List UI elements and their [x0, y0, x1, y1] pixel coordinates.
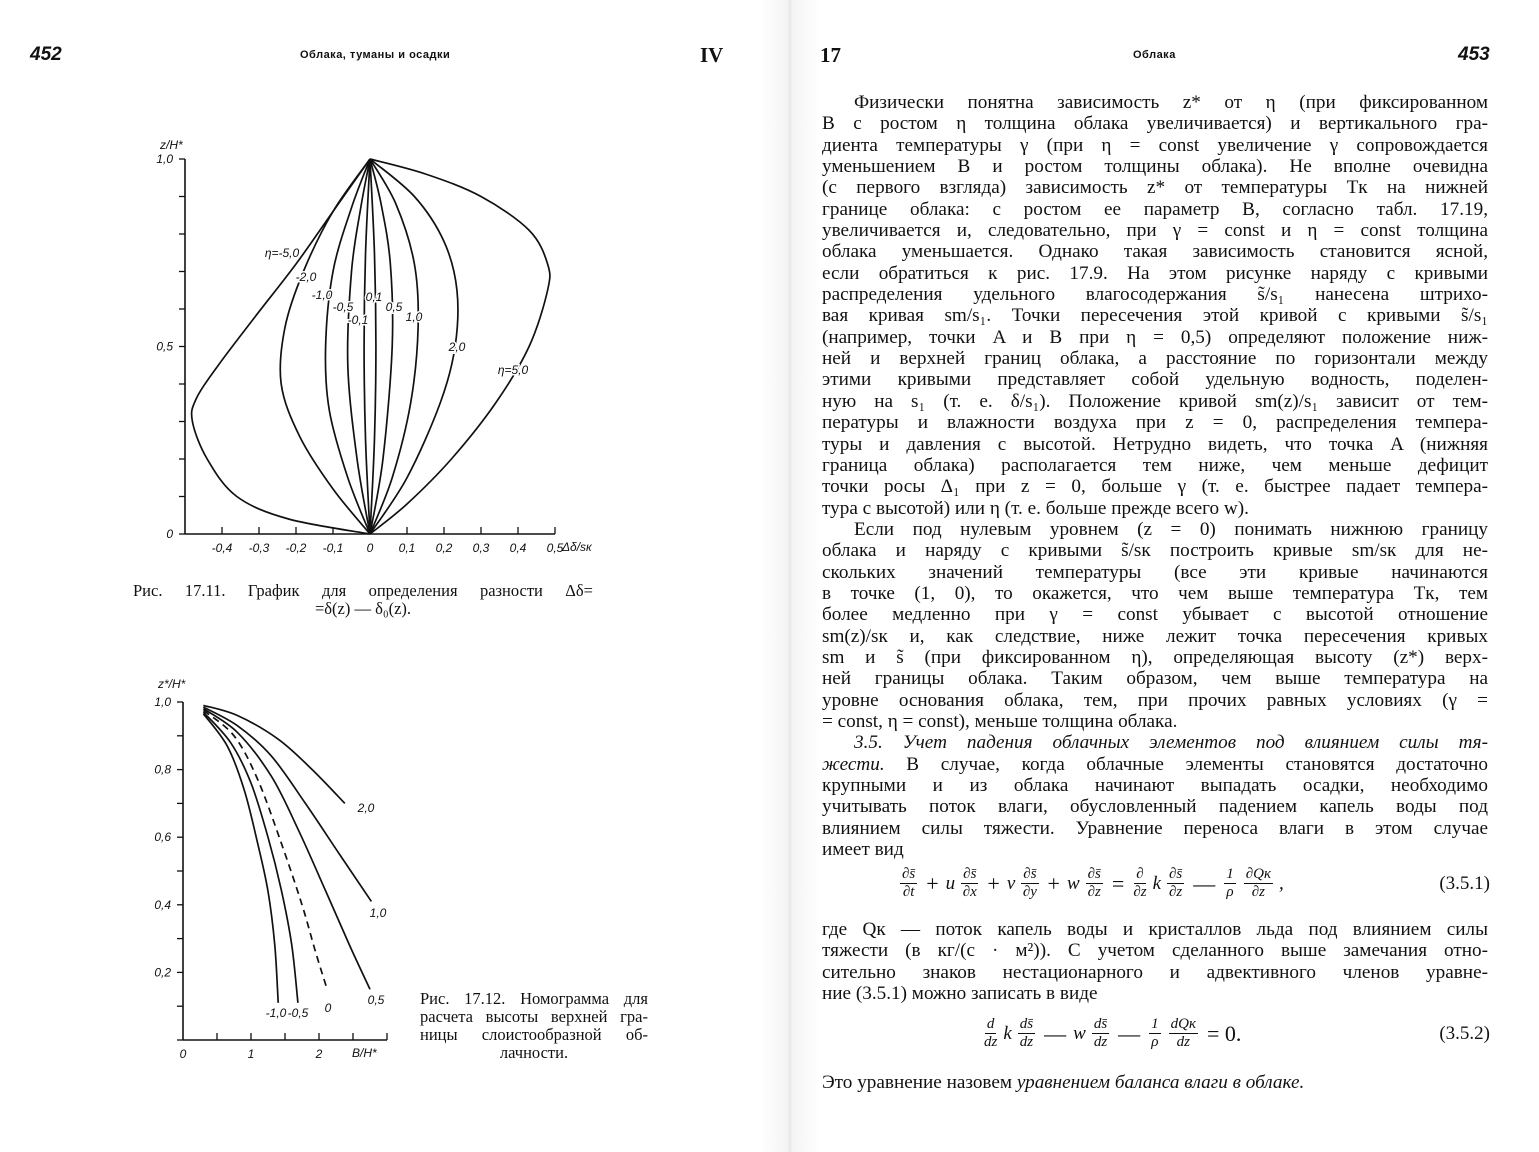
text-line — [822, 434, 1488, 455]
part-number: IV — [700, 43, 724, 67]
text-segment: граница облака) располагается тем ниже, чем меньше дефицит — [822, 454, 1488, 476]
y-tick-label: 1,0 — [154, 695, 171, 709]
figure-17-12-chart — [154, 677, 387, 1061]
denominator: dz — [984, 1034, 998, 1050]
y-tick-label: 0,6 — [154, 830, 171, 845]
text-segment: тяжести (в кг/(с · м²)). С учетом сделанного выше замечания отно- — [822, 940, 1488, 962]
caption-line: ницы слоистообразной об- — [420, 1025, 648, 1044]
operator: — — [1193, 870, 1216, 896]
x-tick-label: -0,3 — [248, 541, 270, 555]
denominator: dz — [1019, 1034, 1034, 1050]
text-line — [822, 455, 1488, 476]
numerator: ∂s̄ — [1169, 866, 1183, 882]
text-segment: ней и верхней границ облака, а расстояние по горизонтали между — [822, 348, 1488, 370]
x-axis-title: Δδ/sк — [562, 540, 592, 554]
x-tick-label: 0,5 — [546, 541, 564, 555]
text-line — [822, 690, 1488, 711]
y-tick-label: 0,4 — [154, 897, 171, 912]
text-line — [822, 113, 1488, 134]
text-line — [822, 796, 1488, 817]
numerator: ∂ — [1136, 866, 1144, 882]
text-line — [822, 818, 1488, 839]
equation-number: (3.5.2) — [1439, 1022, 1490, 1044]
denominator: ∂x — [962, 884, 977, 900]
text-segment: туры и давления с высотой. Нетрудно видеть, что точка A (нижняя — [822, 433, 1488, 455]
series-curve — [203, 710, 327, 989]
x-tick-label: 0,4 — [509, 541, 527, 555]
closing-sentence — [822, 1072, 1304, 1094]
variable: u — [945, 872, 956, 894]
text-segment: (например, точки A и B при η = 0,5) определяют положение ниж- — [822, 326, 1488, 348]
numerator: ∂s̄ — [902, 866, 916, 882]
text-segment: Физически понятна зависимость z* от η (при фиксированном — [854, 92, 1488, 113]
denominator: ρ — [1151, 1034, 1159, 1050]
text-line — [822, 220, 1488, 241]
y-axis-title: z/H* — [160, 138, 183, 152]
text-line — [822, 540, 1488, 561]
series-label: 1,0 — [369, 906, 387, 920]
punctuation: , — [1279, 872, 1284, 894]
series-label: 2,0 — [357, 801, 375, 815]
caption-line: лачности. — [499, 1043, 569, 1062]
figure-17-11-caption — [133, 582, 593, 618]
text-segment: диента температуры γ (при η = const увеличение γ сопровождается — [822, 134, 1488, 156]
text-segment: распределения удельного влагосодержания s̃/s₁ нанесена штрихо- — [822, 284, 1488, 306]
numerator: ∂s̄ — [1087, 866, 1101, 882]
series-curve — [370, 159, 376, 534]
left-running-head: Облака, туманы и осадки — [300, 49, 451, 61]
x-tick-label: 0 — [366, 541, 374, 555]
text-line — [822, 647, 1488, 668]
text-segment: sm(z)/sк и, как следствие, ниже лежит точка пересечения кривых — [822, 625, 1488, 647]
denominator: dz — [1093, 1034, 1108, 1050]
series-label: η=5,0 — [497, 363, 529, 377]
text-segment: вая кривая sm/s₁. Точки пересечения этой кривой с кривыми s̃/s₁ — [822, 305, 1488, 327]
text-segment: если обратиться к рис. 17.9. На этом рисунке наряду с кривыми — [822, 262, 1488, 284]
text-segment: B с ростом η толщина облака увеличивается) и вертикального гра- — [822, 113, 1488, 135]
figure-17-11-chart — [156, 138, 593, 555]
variable: k — [1003, 1022, 1012, 1044]
y-tick-label: 0,2 — [154, 965, 171, 980]
text-segment: ную на s₁ (т. е. δ/s₁). Положение кривой sm(z)/s₁ зависит от тем- — [822, 390, 1488, 412]
numerator: ds̄ — [1019, 1016, 1034, 1032]
text-segment: sm и s̃ (при фиксированном η), определяющая высоту (z*) верх- — [822, 646, 1488, 668]
fraction — [961, 866, 978, 901]
series-label: 2,0 — [448, 340, 466, 354]
fraction — [900, 866, 917, 901]
text-line — [822, 626, 1488, 647]
text-segment: где Qк — поток капель воды и кристаллов льда под влиянием силы — [822, 919, 1488, 940]
text-plain: Это уравнение назовем — [822, 1072, 1017, 1093]
x-tick-label: 0,3 — [472, 541, 490, 555]
equation-3-5-1 — [898, 866, 1490, 901]
text-line — [822, 369, 1488, 390]
text-segment: ней границы облака. Таким образом, чем выше температура на — [822, 668, 1488, 690]
book-gutter — [760, 0, 820, 1152]
series-label: -2,0 — [295, 270, 317, 284]
operator: = 0. — [1207, 1020, 1242, 1046]
x-axis-title: B/H* — [352, 1046, 377, 1060]
numerator: 1 — [1226, 866, 1234, 882]
text-segment: = const, η = const), меньше толщина облака. — [822, 710, 1178, 732]
text-segment: скольких значений температуры (все эти кривые начинаются — [822, 561, 1488, 583]
denominator: ∂z — [1251, 884, 1265, 900]
series-label: 0,5 — [385, 300, 403, 314]
operator: — — [1118, 1020, 1141, 1046]
fraction — [1149, 1016, 1161, 1051]
denominator: ∂z — [1087, 884, 1101, 900]
numerator: ∂s̄ — [1023, 866, 1037, 882]
figures-canvas — [0, 0, 760, 1152]
denominator: ∂y — [1022, 884, 1037, 900]
text-line — [822, 327, 1488, 348]
text-line — [822, 919, 1488, 940]
text-segment: влиянием силы тяжести. Уравнение переноса влаги в этом случае — [822, 817, 1488, 839]
text-segment: (с первого взгляда) зависимость z* от температуры Tк на нижней — [822, 177, 1488, 199]
operator: — — [1044, 1020, 1067, 1046]
text-line — [822, 348, 1488, 369]
series-curve — [364, 159, 370, 534]
fraction — [1133, 866, 1146, 901]
text-segment: облака и наряду с кривыми s̃/sк построить кривые sm/sк для не- — [822, 540, 1488, 562]
body-text-block-1 — [822, 92, 1488, 860]
series-curve — [203, 712, 298, 1003]
text-segment: жести. — [822, 753, 885, 775]
denominator: ∂z — [1169, 884, 1183, 900]
text-segment: границе облака: с ростом ее параметр B, согласно табл. 17.19, — [822, 198, 1488, 220]
text-segment: уровне основания облака, тем, при прочих равных условиях (γ = — [822, 689, 1488, 711]
numerator: ∂s̄ — [963, 866, 977, 882]
text-segment: 3.5. Учет падения облачных элементов под влиянием силы тя- — [854, 732, 1488, 754]
denominator: ∂z — [1133, 884, 1147, 900]
text-line — [822, 391, 1488, 412]
figure-17-12-caption — [420, 990, 648, 1062]
x-tick-label: 0 — [179, 1047, 187, 1061]
text-line — [822, 962, 1488, 983]
text-segment: имеет вид — [822, 839, 904, 861]
text-line — [822, 199, 1488, 220]
y-tick-label: 0,8 — [154, 762, 171, 777]
fraction — [1092, 1016, 1109, 1051]
variable: v — [1006, 872, 1016, 894]
equation-3-5-2 — [982, 1016, 1490, 1051]
series-label: η=-5,0 — [264, 246, 300, 260]
operator: = — [1111, 870, 1125, 896]
text-segment: Если под нулевым уровнем (z = 0) понимать нижнюю границу — [854, 518, 1488, 540]
right-page-number: 453 — [1458, 44, 1490, 65]
body-text-block-2 — [822, 919, 1488, 1004]
chapter-number: 17 — [820, 43, 841, 67]
text-line — [822, 983, 1488, 1004]
x-tick-label: -0,4 — [211, 541, 233, 555]
caption-line: Рис. 17.12. Номограмма для — [420, 989, 648, 1008]
series-curve — [203, 705, 344, 803]
text-segment: увеличивается и, следовательно, при γ = const и η = const толщина — [822, 220, 1488, 242]
text-line — [822, 754, 1488, 775]
series-label: -1,0 — [265, 1006, 287, 1020]
text-line — [822, 177, 1488, 198]
fraction — [1244, 866, 1273, 901]
text-line — [822, 476, 1488, 497]
right-running-head: Облака — [1133, 49, 1176, 61]
caption-line: =δ(z) — δ₀(z). — [314, 599, 412, 618]
text-line — [822, 668, 1488, 689]
x-tick-label: -0,1 — [322, 541, 344, 555]
text-line — [822, 263, 1488, 284]
series-curve — [203, 714, 278, 1003]
fraction — [1167, 866, 1184, 901]
text-line — [822, 775, 1488, 796]
series-curve — [370, 159, 418, 534]
series-label: -0,1 — [347, 313, 369, 327]
text-segment: тура с высотой) или η (т. е. больше прежде всего w). — [822, 497, 1249, 519]
text-line — [822, 284, 1488, 305]
text-line — [822, 604, 1488, 625]
text-segment: сительно знаков нестационарного и адвективного членов уравне- — [822, 961, 1488, 983]
equation-number: (3.5.1) — [1439, 872, 1490, 894]
text-line — [822, 940, 1488, 961]
text-line — [822, 241, 1488, 262]
numerator: dQк — [1170, 1016, 1197, 1032]
denominator: dz — [1176, 1034, 1190, 1050]
text-line — [822, 583, 1488, 604]
text-line — [822, 498, 1488, 519]
fraction — [1169, 1016, 1198, 1051]
text-segment: этими кривыми представляет собой удельную водность, поделен- — [822, 369, 1488, 391]
x-tick-label: 0,1 — [398, 541, 416, 555]
text-segment: облака уменьшается. Однако такая зависимость становится ясной, — [822, 241, 1488, 263]
operator: + — [987, 870, 1000, 896]
series-curve — [192, 159, 370, 534]
series-label: 0,1 — [365, 290, 383, 304]
text-line — [822, 156, 1488, 177]
text-line — [822, 732, 1488, 753]
series-curve — [203, 707, 371, 901]
series-label: 0 — [324, 1001, 332, 1015]
text-line — [822, 711, 1488, 732]
variable: w — [1066, 872, 1080, 894]
text-segment: пературы и влажности воздуха при z = 0, распределения темпера- — [822, 412, 1488, 434]
text-segment: уменьшением B и ростом толщины облака). Не вполне очевидна — [822, 156, 1488, 178]
text-segment: учитывать поток влаги, обусловленный падением капель воды под — [822, 796, 1488, 818]
operator: + — [1047, 870, 1060, 896]
series-label: -1,0 — [311, 288, 333, 302]
x-tick-label: 0,2 — [435, 541, 453, 555]
text-segment: в точке (1, 0), то окажется, что чем выше температура Tк, тем — [822, 582, 1488, 604]
numerator: ∂Qк — [1245, 866, 1272, 882]
y-tick-label: 0 — [166, 527, 173, 541]
left-page-number: 452 — [30, 44, 62, 65]
fraction — [1018, 1016, 1035, 1051]
numerator: 1 — [1151, 1016, 1159, 1032]
series-label: 0,5 — [367, 993, 385, 1007]
text-line — [822, 839, 1488, 860]
series-label: -0,5 — [287, 1006, 309, 1020]
operator: + — [926, 870, 939, 896]
text-line — [822, 562, 1488, 583]
series-label: 1,0 — [405, 310, 423, 324]
text-segment: крупными и из облака начинают выпадать осадки, необходимо — [822, 775, 1488, 796]
y-axis-title: z*/H* — [158, 677, 186, 691]
variable: k — [1152, 872, 1161, 894]
numerator: ds̄ — [1093, 1016, 1108, 1032]
text-line — [822, 92, 1488, 113]
x-tick-label: -0,2 — [285, 541, 307, 555]
text-segment: более медленно при γ = const убывает с высотой отношение — [822, 604, 1488, 626]
text-line — [822, 519, 1488, 540]
text-segment: точки росы Δ₁ при z = 0, больше γ (т. е. быстрее падает темпера- — [822, 476, 1488, 498]
text-line — [822, 305, 1488, 326]
caption-line: Рис. 17.11. График для определения разности Δδ= — [133, 581, 593, 600]
x-tick-label: 2 — [315, 1047, 323, 1061]
denominator: ∂t — [902, 884, 915, 900]
series-label: -0,5 — [332, 300, 354, 314]
x-tick-label: 1 — [247, 1047, 255, 1061]
numerator: d — [986, 1016, 995, 1032]
denominator: ρ — [1226, 884, 1234, 900]
text-line — [822, 135, 1488, 156]
fraction — [1021, 866, 1038, 901]
text-segment: В случае, когда облачные элементы становятся достаточно — [884, 753, 1488, 775]
text-line — [822, 412, 1488, 433]
series-curve — [203, 709, 370, 990]
y-tick-label: 1,0 — [156, 152, 173, 166]
text-italic-term: уравнением баланса влаги в облаке. — [1016, 1072, 1305, 1093]
caption-line: расчета высоты верхней гра- — [420, 1007, 648, 1026]
y-tick-label: 0,5 — [156, 339, 173, 354]
fraction — [1086, 866, 1103, 901]
fraction — [984, 1016, 997, 1051]
variable: w — [1073, 1022, 1086, 1044]
fraction — [1224, 866, 1236, 901]
text-segment: ние (3.5.1) можно записать в виде — [822, 983, 1098, 1005]
